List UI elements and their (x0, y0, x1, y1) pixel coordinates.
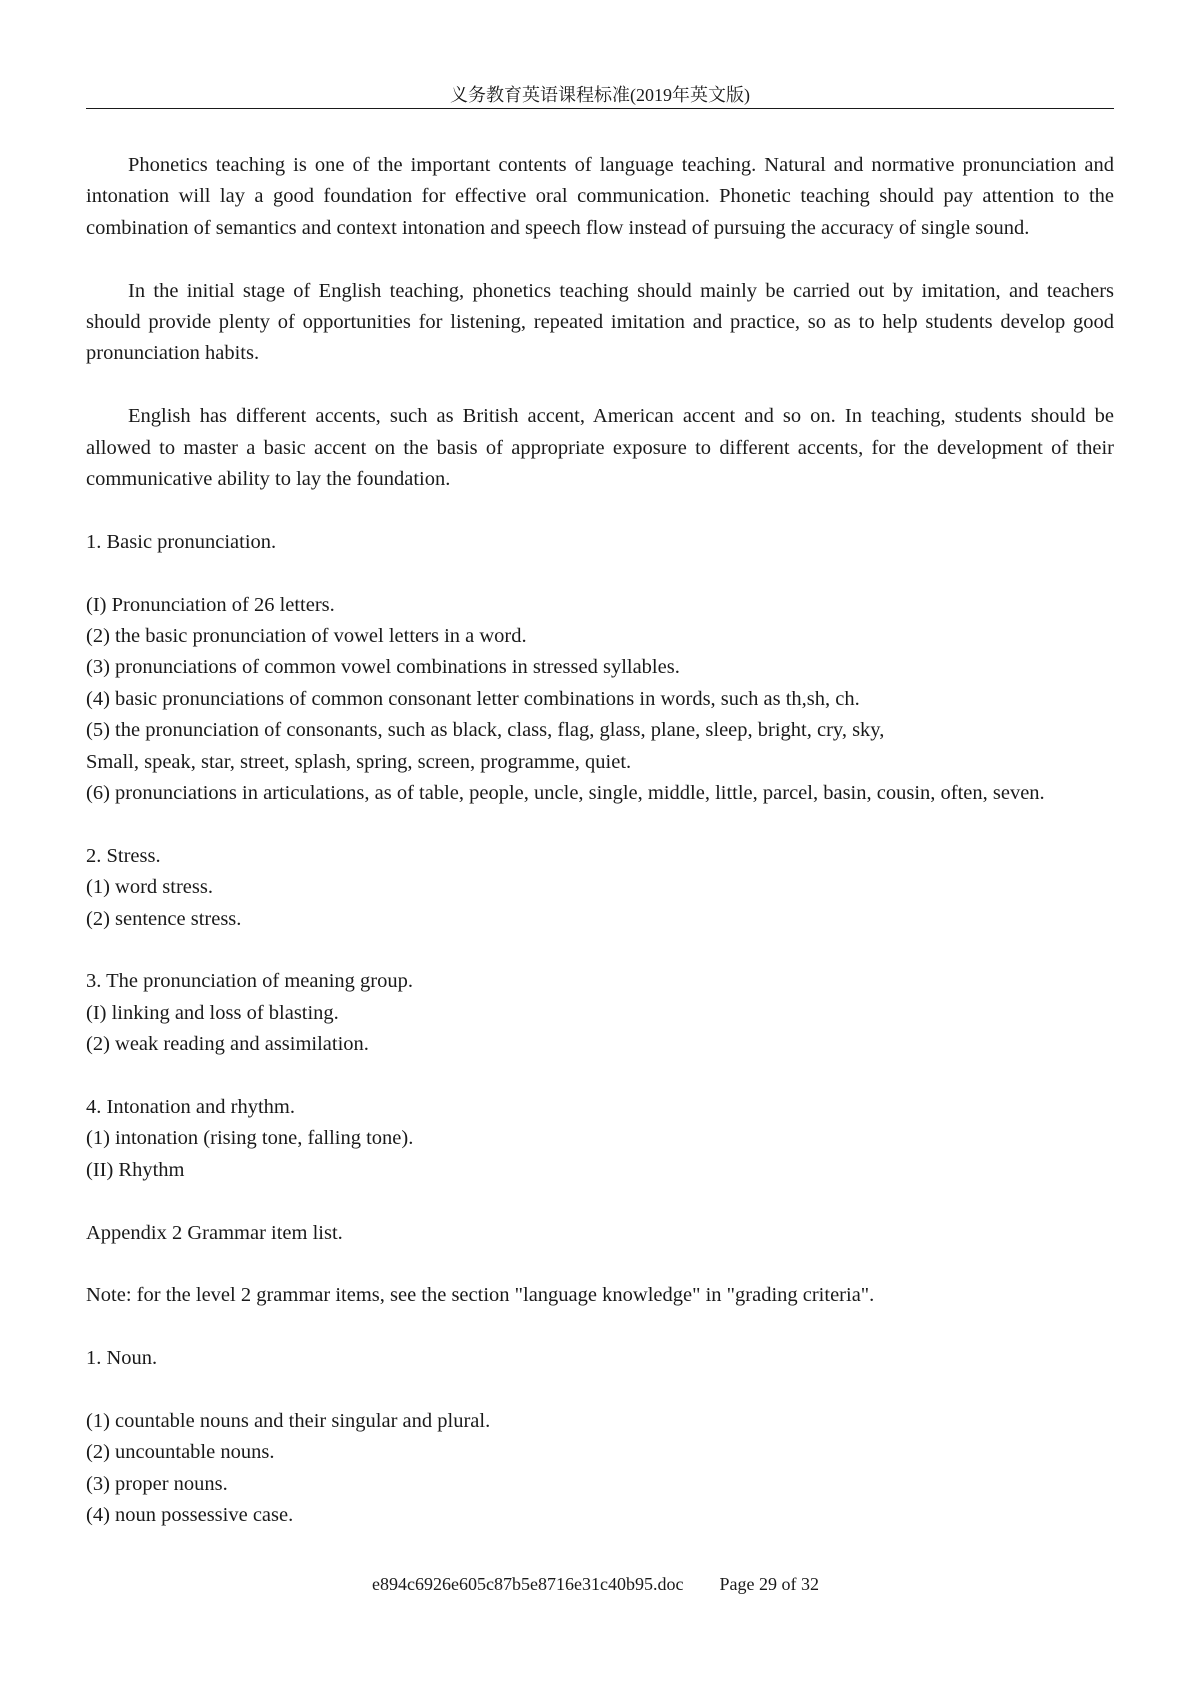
list-item: (6) pronunciations in articulations, as of table, people, uncle, single, middle, little, parcel, basin, cousin, often, seven. (86, 782, 1045, 805)
list-item: (2) uncountable nouns. (86, 1441, 275, 1464)
list-item: (II) Rhythm (86, 1158, 185, 1181)
section-heading-noun: 1. Noun. (86, 1347, 158, 1370)
appendix-note: Note: for the level 2 grammar items, see the section "language knowledge" in "grading criteria". (86, 1284, 875, 1307)
intro-paragraph-3: English has different accents, such as British accent, American accent and so on. In teaching, students should be allowed to master a basic accent on the basis of appropriate exposure to different accents, for the development of their communicative ability to lay the foundation. (86, 405, 1114, 491)
list-item: Small, speak, star, street, splash, spring, screen, programme, quiet. (86, 750, 632, 773)
page-header (86, 82, 1114, 109)
list-item: (4) basic pronunciations of common consonant letter combinations in words, such as th,sh, ch. (86, 687, 860, 710)
intro-paragraph-1: Phonetics teaching is one of the important contents of language teaching. Natural and normative pronunciation and intonation will lay a good foundation for effective oral communication. Phonetic teaching should pay attention to the combination of semantics and context intonation and speech flow instead of pursuing the accuracy of single sound. (86, 154, 1114, 239)
list-item: (3) proper nouns. (86, 1472, 228, 1495)
footer-filename: e894c6926e605c87b5e8716e31c40b95.doc (372, 1574, 684, 1594)
list-item: (I) Pronunciation of 26 letters. (86, 593, 335, 616)
list-item: (2) weak reading and assimilation. (86, 1033, 369, 1056)
list-item: (2) the basic pronunciation of vowel letters in a word. (86, 625, 527, 648)
page-footer (0, 1572, 1191, 1596)
header-title: 义务教育英语课程标准(2019年英文版) (450, 85, 750, 105)
list-item: (4) noun possessive case. (86, 1504, 294, 1527)
list-item: (2) sentence stress. (86, 907, 242, 930)
intro-paragraph-2: In the initial stage of English teaching, phonetics teaching should mainly be carried out by imitation, and teachers should provide plenty of opportunities for listening, repeated imitation and practice, so as to help students develop good pronunciation habits. (86, 279, 1114, 365)
section-heading-stress: 2. Stress. (86, 844, 161, 867)
appendix-title: Appendix 2 Grammar item list. (86, 1221, 343, 1244)
document-body (86, 150, 1114, 1532)
section-heading-intonation: 4. Intonation and rhythm. (86, 1096, 295, 1119)
list-item: (1) intonation (rising tone, falling tone). (86, 1127, 414, 1150)
section-heading-meaning-group: 3. The pronunciation of meaning group. (86, 970, 413, 993)
footer-page-number: Page 29 of 32 (719, 1574, 819, 1594)
list-item: (1) countable nouns and their singular and plural. (86, 1410, 491, 1433)
list-item: (1) word stress. (86, 876, 213, 899)
list-item: (3) pronunciations of common vowel combinations in stressed syllables. (86, 656, 680, 679)
section-heading-basic-pronunciation: 1. Basic pronunciation. (86, 530, 277, 553)
list-item: (5) the pronunciation of consonants, such as black, class, flag, glass, plane, sleep, bright, cry, sky, (86, 719, 885, 742)
list-item: (I) linking and loss of blasting. (86, 1001, 339, 1024)
